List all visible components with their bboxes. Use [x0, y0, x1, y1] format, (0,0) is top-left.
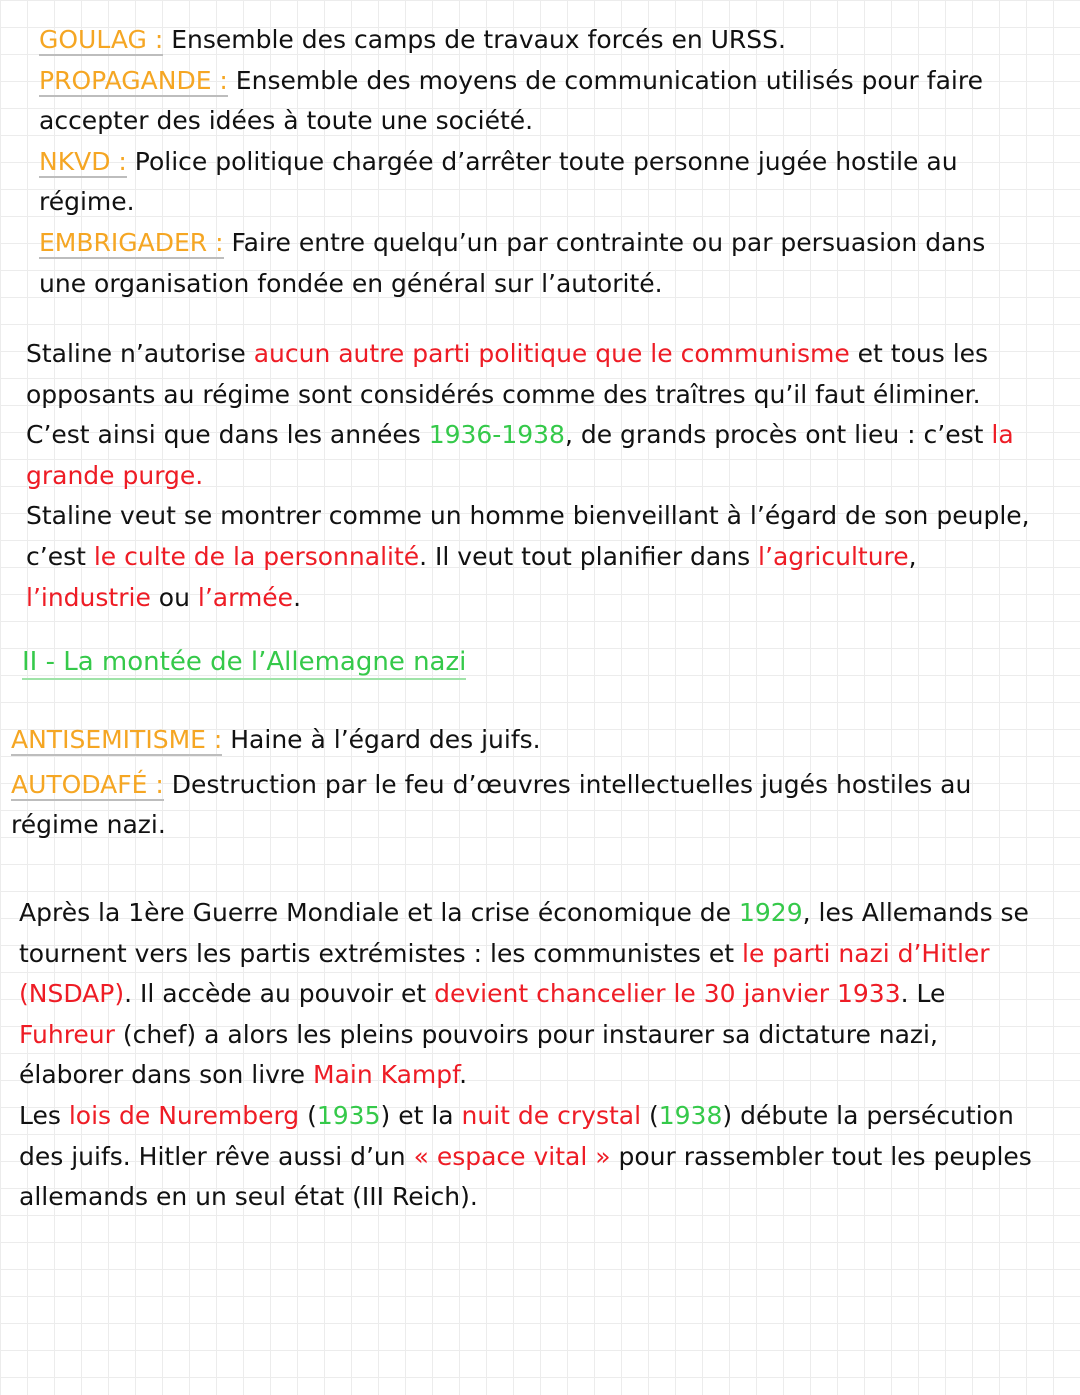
term-propagande: PROPAGANDE :: [39, 65, 228, 95]
term-embrigader: EMBRIGADER :: [39, 227, 224, 257]
term-nkvd: NKVD :: [39, 146, 127, 176]
definitions-block-1: GOULAG : Ensemble des camps de travaux forcés en URSS. PROPAGANDE : Ensemble des moyens de communication utilisés pour faire accepter des idées à toute une société. NKVD : Police politique chargée d’arrêter toute personne jugée hostile au régime. EMBRIGADER : Faire entre quelqu’un par contrainte ou par persuasion dans une organisation fondée en général sur l’autorité.: [39, 20, 985, 304]
definition-autodafe: AUTODAFÉ : Destruction par le feu d’œuvres intellectuelles jugés hostiles au: [11, 769, 972, 799]
hitler-paragraph: Après la 1ère Guerre Mondiale et la crise économique de 1929, les Allemands se tournent vers les partis extrémistes : les communistes et le parti nazi d’Hitler (NSDAP). Il accède au pouvoir et devient chancelier le 30 janvier 1933. Le Fuhreur (chef) a alors les pleins pouvoirs pour instaurer sa dictature nazi, élaborer dans son livre Main Kampf. Les lois de Nuremberg (1935) et la nuit de crystal (1938) débute la persécution des juifs. Hitler rêve aussi d’un « espace vital » pour rassembler tout les peuples allemands en un seul état (III Reich).: [19, 898, 1032, 1212]
definition-propagande: PROPAGANDE : Ensemble des moyens de communication utilisés pour faire: [39, 65, 983, 95]
term-goulag: GOULAG :: [39, 25, 164, 54]
term-antisemitisme: ANTISEMITISME :: [11, 725, 223, 754]
term-autodafe: AUTODAFÉ :: [11, 769, 164, 799]
definitions-block-2: ANTISEMITISME : Haine à l’égard des juifs. AUTODAFÉ : Destruction par le feu d’œuvres intellectuelles jugés hostiles au régime nazi.: [11, 720, 971, 846]
staline-paragraph: Staline n’autorise aucun autre parti politique que le communisme et tous les opposants au régime sont considérés comme des traîtres qu’il faut éliminer. C’est ainsi que dans les années 1936-1938, de grands procès ont lieu : c’est la grande purge. Staline veut se montrer comme un homme bienveillant à l’égard de son peuple, c’est le culte de la personnalité. Il veut tout planifier dans l’agriculture, l’industrie ou l’armée.: [26, 339, 1030, 612]
definition-antisemitisme: ANTISEMITISME : Haine à l’égard des juifs.: [11, 725, 541, 754]
section-heading: II - La montée de l’Allemagne nazi: [22, 642, 466, 683]
definition-embrigader: EMBRIGADER : Faire entre quelqu’un par contrainte ou par persuasion dans: [39, 227, 986, 257]
definition-goulag: GOULAG : Ensemble des camps de travaux forcés en URSS.: [39, 25, 786, 54]
definition-nkvd: NKVD : Police politique chargée d’arrêter toute personne jugée hostile au: [39, 146, 958, 176]
